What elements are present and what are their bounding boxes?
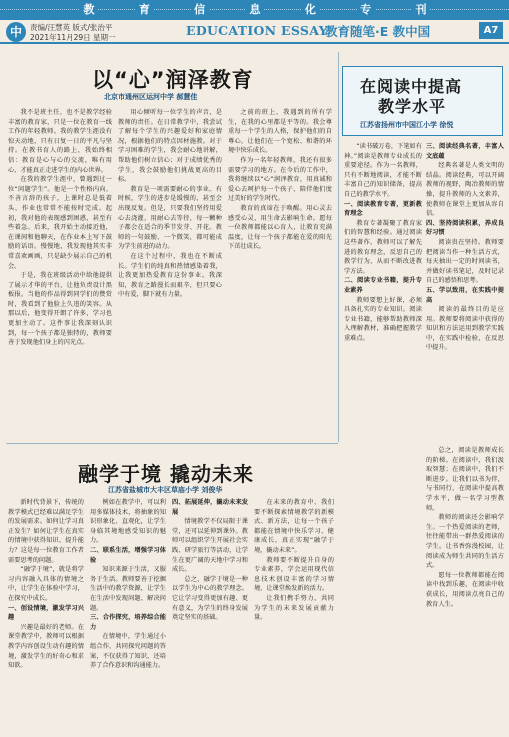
banner-char: 信 [191, 2, 209, 18]
article3-paragraph: 阅读贵在坚持。教师要把阅读当作一种生活方式，每天抽出一定的时间读书，并做好读书笔记，及时记录自己的感悟和思考。 [426, 238, 504, 285]
article3-paragraph: 总之，阅读是教师成长的阶梯。在阅读中，我们汲取智慧；在阅读中，我们不断进步。让我们以书为伴，与书同行，在阅读中提高教学水平，做一名学习型教师。 [426, 447, 504, 512]
article2-paragraph: 兴趣是最好的老师。在课堂教学中，教师可以根据教学内容创设生动有趣的情境，激发学生的好奇心和求知欲。 [8, 623, 84, 670]
article2-byline: 江苏省盐城市大丰区草庙小学 刘俊华 [108, 486, 223, 494]
header-rule [0, 42, 509, 44]
article2-paragraph: 在未来的教育中，我们要不断探索情境教学的新模式、新方法，让每一个孩子都能在情境中快乐学习、健康成长，真正实现“融学于境，撬动未来”。 [254, 499, 334, 554]
article3-subheading: 一、阅读教育专著，更新教育理念 [344, 200, 422, 218]
article2-paragraph: 教师要不断提升自身的专业素养，学会运用现代信息技术创设丰富的学习情境，让课堂焕发新的活力。 [254, 556, 334, 593]
article2-column-4 [254, 498, 334, 732]
article2-paragraph: 情境教学不仅局限于课堂，还可以延伸到课外。教师可以组织学生开展社会实践、研学旅行等活动，让学生在更广阔的天地中学习和成长。 [172, 518, 248, 574]
article3-paragraph: 阅读的最终目的是应用。教师要将阅读中获得的知识和方法运用到教学实践中，在实践中检验，在反思中提升。 [426, 306, 504, 352]
article2-paragraph: “融学于境”，就是将学习内容融入具体的情境之中，让学生在体验中学习，在探究中成长。 [8, 566, 84, 602]
column-divider [338, 52, 339, 442]
article3-subheading: 四、坚持阅读积累，养成良好习惯 [426, 219, 504, 237]
article1-column-1 [8, 108, 112, 440]
article1-paragraph: 在这个过程中，我也在不断成长。学生们的纯真和热情感染着我，让我更加热爱教育这份事业。我深知，教育之路漫长而艰辛，但只要心中有爱，脚下就有力量。 [118, 252, 222, 299]
article1-paragraph: 之前的班上，我遇到的所有学生，在我的心里都是平等的。我会尊重每一个学生的人格，保护他们的自尊心，让他们在一个宽松、和谐的环境中快乐成长。 [228, 109, 332, 155]
banner-char: 专 [357, 2, 375, 18]
article3-paragraph: 教育专著凝聚了教育家们的智慧和经验。通过阅读这些著作，教师可以了解先进的教育理念，反思自己的教学行为，从而不断改进教学方法。 [344, 219, 422, 275]
article3-column-3 [426, 446, 504, 732]
article3-title-line2: 教学水平 [378, 97, 447, 116]
page-number: A7 [479, 22, 503, 39]
editor-credit: 责编/汪慧英 版式/张治平 [30, 23, 113, 32]
article1-paragraph: 作为一名年轻教师，我还有很多需要学习的地方。在今后的工作中，我将继续以“心”润泽教育，用真诚和爱心去呵护每一个孩子，陪伴他们度过美好的学生时代。 [228, 156, 332, 203]
section-title: 教育随笔·E 教中国 [325, 24, 431, 39]
article1-paragraph: 用心倾听每一位学生的声音，是教师的责任。在日常教学中，我尝试了解每个学生的兴趣爱好和家庭情况，根据他们的特点因材施教。对于学习困难的学生，我会耐心地讲解，帮助他们树立信心；对于成绩优秀的学生，我会鼓励他们挑战更高的目标。 [118, 109, 222, 184]
article3-paragraph: 教师的阅读还会影响学生。一个热爱阅读的老师，往往能带出一群热爱阅读的学生。让书香弥漫校园，让阅读成为师生共同的生活方式。 [426, 514, 504, 570]
banner-char: 教 [80, 2, 98, 18]
article2-subheading: 一、创设情境，激发学习兴趣 [8, 604, 84, 622]
banner-char: 刊 [412, 2, 430, 18]
article2-paragraph: 总之，融学于境是一种以学生为中心的教学理念。它让学习变得更加有趣、更有意义，为学生的终身发展奠定坚实的基础。 [172, 575, 248, 622]
article1-title: 以“心”润泽教育 [92, 68, 254, 92]
article3-column-1 [344, 142, 422, 732]
article3-paragraph: 愿每一位教师都能在阅读中找到乐趣，在阅读中收获成长，用阅读点亮自己的教育人生。 [426, 571, 504, 608]
issue-date: 2021年11月29日 星期一 [30, 33, 116, 42]
article1-column-2 [118, 108, 222, 440]
article2-subheading: 二、联系生活，增强学习体验 [90, 546, 166, 564]
page-header [0, 0, 509, 44]
article3-paragraph: “读书破万卷，下笔如有神。”阅读是教师专业成长的重要途径。作为一名教师，只有不断地阅读，才能不断丰富自己的知识储备，提高自己的教学水平。 [344, 143, 422, 198]
article2-paragraph: 在情境中，学生通过小组合作，共同探究问题的答案，不仅获得了知识，还培养了合作意识和沟通能力。 [90, 633, 166, 670]
article1-paragraph: 我不是班主任，也不是教学经验丰富的教育家，只是一位在教育一线工作的年轻教师。我的教学生涯没有惊天动地，只有日复一日的平凡与坚持。在教书育人的路上，我始终相信：教育是心与心的交流，唯有用心，才能真正走进学生的内心世界。 [8, 109, 112, 174]
section-divider [6, 443, 338, 444]
article2-paragraph: 新时代背景下，传统的教学模式已经难以满足学生的发展需求。如何让学习真正发生？如何让学生在真实的情境中获得知识、提升能力？这是每一位教育工作者需要思考的问题。 [8, 499, 84, 564]
article2-title: 融学于境 撬动未来 [78, 462, 254, 486]
banner-char: 化 [301, 2, 319, 18]
article3-subheading: 二、阅读专业书籍，提升专业素养 [344, 277, 422, 294]
article3-column-2 [426, 142, 504, 442]
article1-paragraph: 教育的真谛在于唤醒。用心灵去感受心灵，用生命去影响生命。愿每一位教师都能以心育人，让教育充满温度，让每一个孩子都能在爱的阳光下茁壮成长。 [228, 204, 332, 251]
article2-column-3 [172, 498, 248, 732]
banner-char: 育 [135, 2, 153, 18]
article3-paragraph: 教师要想上好课，必须具备扎实的专业知识。阅读专业书籍，能够帮助教师深入理解教材，准确把握教学重难点。 [344, 296, 422, 342]
article3-byline: 江苏省扬州市中国江小学 徐悦 [360, 121, 454, 129]
banner-char: 息 [246, 2, 264, 18]
article2-column-2 [90, 498, 166, 732]
newspaper-logo-icon: 中 [6, 22, 26, 42]
article2-subheading: 三、合作探究，培养综合能力 [90, 614, 166, 631]
article1-paragraph: 教育是一项需要耐心的事业。有时候，学生的进步是缓慢的，甚至会出现反复。但是，只要我们坚持用爱心去浇灌，用耐心去等待，每一颗种子都会在适合的季节发芽、开花。教师的一句鼓励、一个微笑，都可能成为学生前进的动力。 [118, 185, 222, 251]
article3-subheading: 三、阅读经典名著，丰富人文底蕴 [426, 143, 504, 160]
article3-paragraph: 经典名著是人类文明的结晶。阅读经典，可以开阔教师的视野，陶冶教师的情操，提升教师的人文素养，使教师在课堂上更加从容自信。 [426, 162, 504, 218]
article2-paragraph: 知识来源于生活，又服务于生活。教师要善于挖掘生活中的教学资源，让学生在生活中发现问题、解决问题。 [90, 566, 166, 612]
article2-subheading: 四、拓展延伸，撬动未来发展 [172, 499, 248, 516]
section-english-title: EDUCATION ESSAY [186, 23, 328, 38]
article3-title-line1: 在阅读中提高 [360, 77, 463, 96]
article1-column-3 [228, 108, 332, 440]
article2-column-1 [8, 498, 84, 732]
article1-paragraph: 在我的教学生涯中，曾遇到过一位“问题学生”。他是一个性格内向、不善言辞的孩子，上课时总是低着头，作业也常常不能按时完成。起初，我对他的表现感到困惑，甚至有些着急。后来，我开始主动接近他，在课间和他聊天，在作业本上写下鼓励的话语。慢慢地，我发现他其实非常喜欢画画，只是缺少展示自己的机会。 [8, 176, 112, 270]
banner-chars [80, 2, 430, 18]
article2-paragraph: 例如在教学中，可以利用多媒体技术，将抽象的知识形象化、直观化，让学生身临其境地感受知识的魅力。 [90, 499, 166, 545]
article1-byline: 北京市通州区运河中学 郝慧佳 [104, 93, 198, 101]
article1-paragraph: 于是，我在班级活动中给他提供了展示才华的平台，让他负责设计黑板报。当他的作品得到同学们的赞赏时，我看到了他脸上久违的笑容。从那以后，他变得开朗了许多，学习也更加主动了。这件事让我深刻认识到，每一个孩子都是独特的，教师要善于发现他们身上的闪光点。 [8, 272, 112, 347]
article2-paragraph: 让我们携手努力，共同为学生的未来发展贡献力量。 [254, 594, 334, 622]
article3-subheading: 五、学以致用，在实践中提高 [426, 286, 504, 304]
